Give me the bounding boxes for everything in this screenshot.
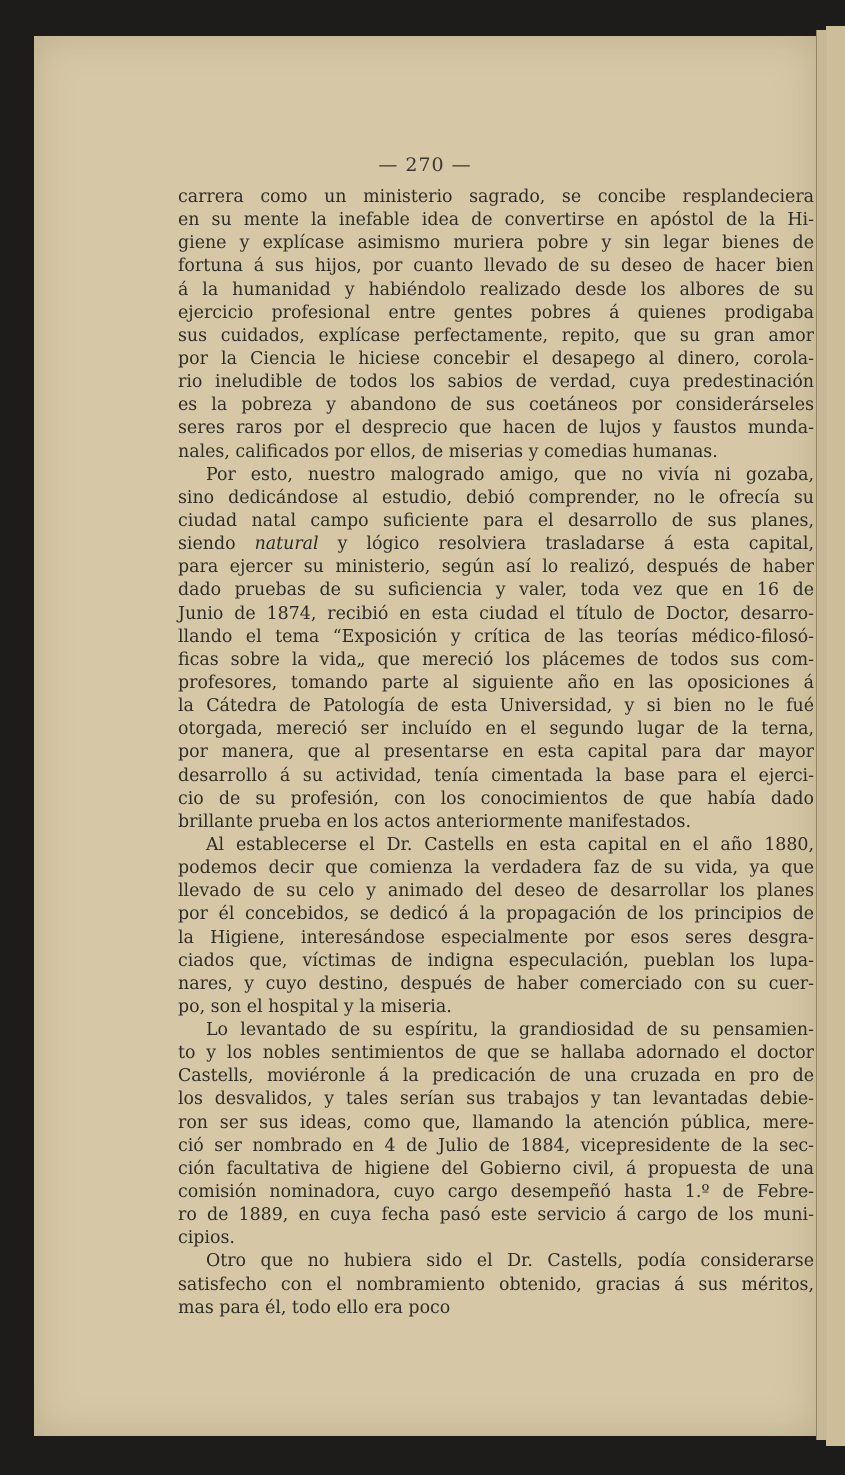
- text-line: llando el tema “Exposición y crítica de las teorías médico-filosó-: [178, 626, 814, 647]
- text-line: nales, calificados por ellos, de miserias y comedias humanas.: [178, 441, 718, 462]
- text-line: nares, y cuyo destino, después de haber comerciado con su cuer-: [178, 973, 814, 994]
- text-line: Lo levantado de su espíritu, la grandiosidad de su pensamien-: [206, 1020, 814, 1041]
- book-page: [34, 36, 816, 1436]
- text-line: llevado de su celo y animado del deseo de desarrollar los planes: [178, 881, 814, 902]
- text-line: por la Ciencia le hiciese concebir el desapego al dinero, corola-: [178, 348, 814, 369]
- text-line: ejercicio profesional entre gentes pobres á quienes prodigaba: [178, 302, 814, 323]
- text-line: sino dedicándose al estudio, debió comprender, no le ofrecía su: [178, 487, 814, 508]
- text-line: satisfecho con el nombramiento obtenido, gracias á sus méritos,: [178, 1274, 814, 1295]
- text-line: Por esto, nuestro malogrado amigo, que no vivía ni gozaba,: [206, 464, 814, 485]
- text-line: ron ser sus ideas, como que, llamando la atención pública, mere-: [178, 1112, 814, 1133]
- text-line: á la humanidad y habiéndolo realizado desde los albores de su: [178, 279, 814, 300]
- text-line: Castells, moviéronle á la predicación de una cruzada en pro de: [178, 1066, 814, 1087]
- text-line: carrera como un ministerio sagrado, se concibe resplandeciera: [178, 187, 814, 207]
- text-line: to y los nobles sentimientos de que se hallaba adornado el doctor: [178, 1043, 814, 1064]
- text-line: mas para él, todo ello era poco: [178, 1297, 451, 1318]
- paragraph: [178, 186, 814, 464]
- text-line: otorgada, mereció ser incluído en el segundo lugar de la terna,: [178, 719, 814, 740]
- text-line: comisión nominadora, cuyo cargo desempeñó hasta 1.º de Febre-: [178, 1182, 814, 1203]
- text-line: es la pobreza y abandono de sus coetáneos por considerárseles: [178, 395, 814, 416]
- text-line: ciados que, víctimas de indigna especulación, pueblan los lupa-: [178, 950, 814, 971]
- next-page-edge: [826, 26, 845, 1446]
- text-line: en su mente la inefable idea de convertirse en apóstol de la Hi-: [178, 210, 814, 231]
- page-number: — 270 —: [378, 154, 472, 176]
- text-line: profesores, tomando parte al siguiente año en las oposiciones á: [178, 672, 814, 693]
- text-line: ción facultativa de higiene del Gobierno civil, á propuesta de una: [178, 1158, 814, 1179]
- text-line: ciudad natal campo suficiente para el desarrollo de sus planes,: [178, 510, 814, 531]
- text-line: por manera, que al presentarse en esta capital para dar mayor: [178, 742, 814, 763]
- text-line: sus cuidados, explícase perfectamente, repito, que su gran amor: [178, 325, 814, 346]
- text-line: ro de 1889, en cuya fecha pasó este servicio á cargo de los muni-: [178, 1205, 814, 1226]
- text-line: desarrollo á su actividad, tenía cimentada la base para el ejerci-: [178, 765, 814, 786]
- text-line: podemos decir que comienza la verdadera faz de su vida, ya que: [178, 858, 814, 879]
- paragraph: [178, 464, 814, 834]
- text-line: siendo natural y lógico resolviera trasladarse á esta capital,: [178, 534, 814, 555]
- text-line: los desvalidos, y tales serían sus trabajos y tan levantadas debie-: [178, 1089, 814, 1110]
- text-line: cipios.: [178, 1228, 235, 1249]
- text-line: ció ser nombrado en 4 de Julio de 1884, vicepresidente de la sec-: [178, 1135, 814, 1156]
- text-line: po, son el hospital y la miseria.: [178, 996, 452, 1017]
- text-line: Otro que no hubiera sido el Dr. Castells, podía considerarse: [206, 1251, 814, 1272]
- text-line: Al establecerse el Dr. Castells en esta capital en el año 1880,: [206, 834, 814, 855]
- text-line: seres raros por el desprecio que hacen de lujos y faustos munda-: [178, 418, 814, 439]
- text-line: fortuna á sus hijos, por cuanto llevado de su deseo de hacer bien: [178, 256, 814, 277]
- text-line: por él concebidos, se dedicó á la propagación de los principios de: [178, 904, 814, 925]
- text-line: la Cátedra de Patología de esta Universidad, y si bien no le fué: [178, 696, 814, 717]
- text-line: cio de su profesión, con los conocimientos de que había dado: [178, 788, 814, 809]
- paragraph: [178, 834, 814, 1019]
- text-line: dado pruebas de su suficiencia y valer, toda vez que en 16 de: [178, 580, 814, 601]
- text-line: brillante prueba en los actos anteriormente manifestados.: [178, 811, 691, 832]
- text-line: la Higiene, interesándose especialmente por esos seres desgra-: [178, 927, 814, 948]
- text-line: rio ineludible de todos los sabios de verdad, cuya predestinación: [178, 372, 814, 393]
- body-text: [178, 186, 814, 1320]
- text-line: para ejercer su ministerio, según así lo realizó, después de haber: [178, 557, 814, 578]
- text-line: giene y explícase asimismo muriera pobre y sin legar bienes de: [178, 233, 814, 254]
- paragraph: [178, 1250, 814, 1319]
- page-edge: [816, 30, 827, 1440]
- text-line: ficas sobre la vida„ que mereció los plácemes de todos sus com-: [178, 649, 814, 670]
- text-line: Junio de 1874, recibió en esta ciudad el título de Doctor, desarro-: [178, 603, 814, 624]
- paragraph: [178, 1019, 814, 1250]
